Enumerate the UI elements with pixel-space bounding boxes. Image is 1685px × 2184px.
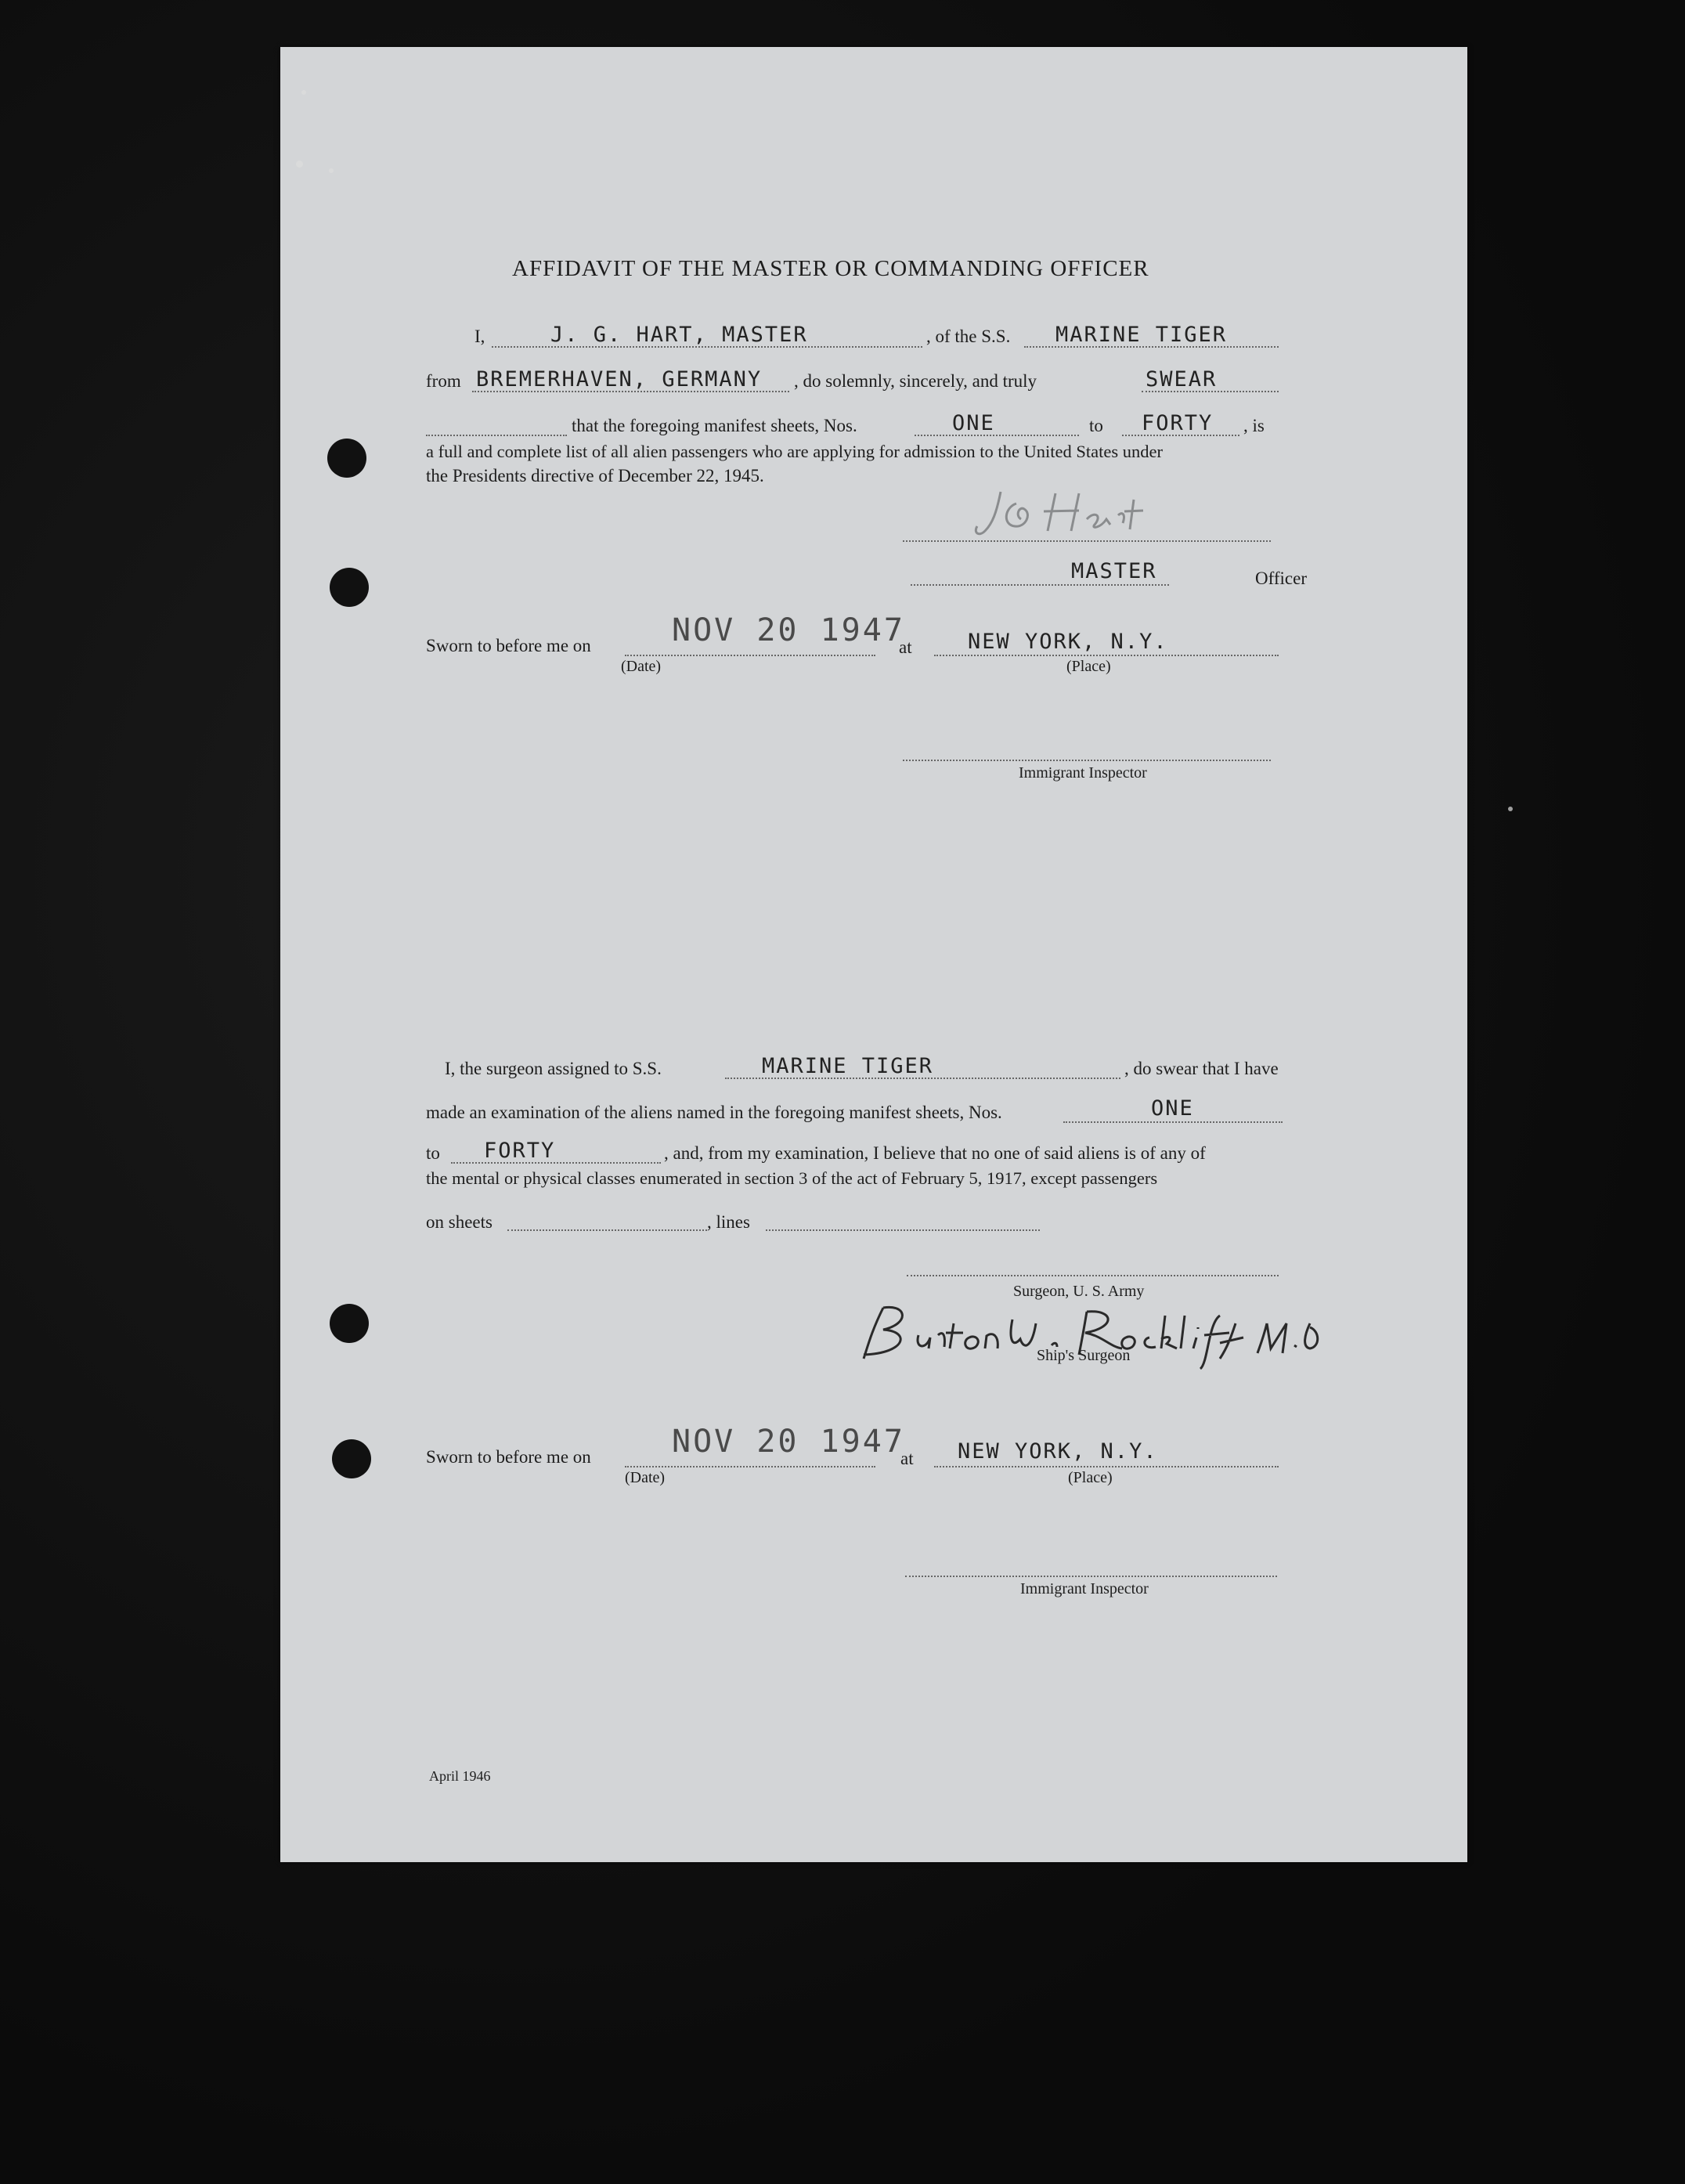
- text-line: , and, from my examination, I believe that no one of said aliens is of any of: [664, 1143, 1206, 1163]
- page-title: AFFIDAVIT OF THE MASTER OR COMMANDING OFFICER: [512, 256, 1149, 281]
- text-manifest: that the foregoing manifest sheets, Nos.: [572, 416, 857, 435]
- place-caption: (Place): [1068, 1469, 1113, 1486]
- signature-line: [903, 760, 1271, 761]
- master-name: J. G. HART, MASTER: [550, 323, 808, 347]
- scan-speck: [296, 161, 303, 168]
- scan-speck: [1508, 807, 1513, 811]
- text-line: the Presidents directive of December 22, 1945.: [426, 466, 764, 486]
- signature-line: [907, 1275, 1279, 1276]
- affidavit-page: [280, 47, 1467, 1862]
- blank-line: [426, 435, 567, 436]
- blank-line: [451, 1162, 661, 1164]
- text-i: I,: [474, 327, 485, 346]
- text-line: the mental or physical classes enumerated in section 3 of the act of February 5, 1917, except passengers: [426, 1168, 1158, 1188]
- date-stamp: NOV 20 1947: [672, 612, 905, 648]
- binder-hole: [330, 1304, 369, 1343]
- master-title: MASTER: [1071, 559, 1157, 583]
- text-on-sheets: on sheets: [426, 1212, 493, 1232]
- surgeon-sheet-from: ONE: [1151, 1096, 1194, 1121]
- signature-line: [905, 1576, 1277, 1577]
- sworn-place: NEW YORK, N.Y.: [968, 630, 1168, 654]
- signature-line: [903, 540, 1271, 542]
- text-from: from: [426, 371, 461, 391]
- blank-line: [625, 655, 875, 656]
- ship-name: MARINE TIGER: [1055, 323, 1228, 347]
- date-caption: (Date): [625, 1469, 666, 1486]
- binder-hole: [332, 1439, 371, 1478]
- blank-line: [1063, 1121, 1283, 1123]
- blank-line: [934, 1466, 1279, 1467]
- text-officer: Officer: [1255, 569, 1307, 588]
- master-signature: [969, 476, 1204, 547]
- text-line: made an examination of the aliens named in the foregoing manifest sheets, Nos.: [426, 1103, 1002, 1122]
- sheet-to: FORTY: [1142, 411, 1214, 435]
- place-caption: (Place): [1066, 658, 1111, 675]
- text-sworn: Sworn to before me on: [426, 1447, 591, 1467]
- blank-line: [934, 655, 1279, 656]
- ships-surgeon-caption: Ship's Surgeon: [1037, 1347, 1131, 1364]
- text-is: , is: [1243, 416, 1265, 435]
- sheet-from: ONE: [952, 411, 995, 435]
- blank-line: [507, 1229, 707, 1231]
- text-line: , do swear that I have: [1124, 1059, 1279, 1078]
- inspector-caption: Immigrant Inspector: [1020, 1580, 1149, 1597]
- binder-hole: [330, 568, 369, 607]
- text-at: at: [900, 1449, 914, 1468]
- text-do-swear: , do solemnly, sincerely, and truly: [794, 371, 1037, 391]
- scan-speck: [329, 168, 334, 173]
- text-of-ss: , of the S.S.: [926, 327, 1011, 346]
- form-date: April 1946: [429, 1768, 491, 1784]
- blank-line: [766, 1229, 1040, 1231]
- inspector-caption: Immigrant Inspector: [1019, 764, 1147, 782]
- scan-speck: [301, 90, 306, 95]
- blank-line: [915, 435, 1079, 436]
- blank-line: [911, 584, 1169, 586]
- date-caption: (Date): [621, 658, 662, 675]
- surgeon-sheet-to: FORTY: [484, 1139, 556, 1163]
- text-lines: , lines: [707, 1212, 750, 1232]
- blank-line: [625, 1466, 875, 1467]
- date-stamp: NOV 20 1947: [672, 1424, 905, 1460]
- binder-hole: [327, 439, 366, 478]
- text-sworn: Sworn to before me on: [426, 636, 591, 655]
- text-line: a full and complete list of all alien passengers who are applying for admission to the United States under: [426, 442, 1164, 461]
- text-at: at: [899, 637, 912, 657]
- text-line: I, the surgeon assigned to S.S.: [445, 1059, 662, 1078]
- oath-word: SWEAR: [1146, 367, 1218, 392]
- army-caption: Surgeon, U. S. Army: [1013, 1283, 1145, 1300]
- departure-port: BREMERHAVEN, GERMANY: [476, 367, 763, 392]
- surgeon-ship-name: MARINE TIGER: [762, 1054, 934, 1078]
- text-to: to: [1089, 416, 1103, 435]
- text-to: to: [426, 1143, 440, 1163]
- sworn-place: NEW YORK, N.Y.: [958, 1439, 1158, 1464]
